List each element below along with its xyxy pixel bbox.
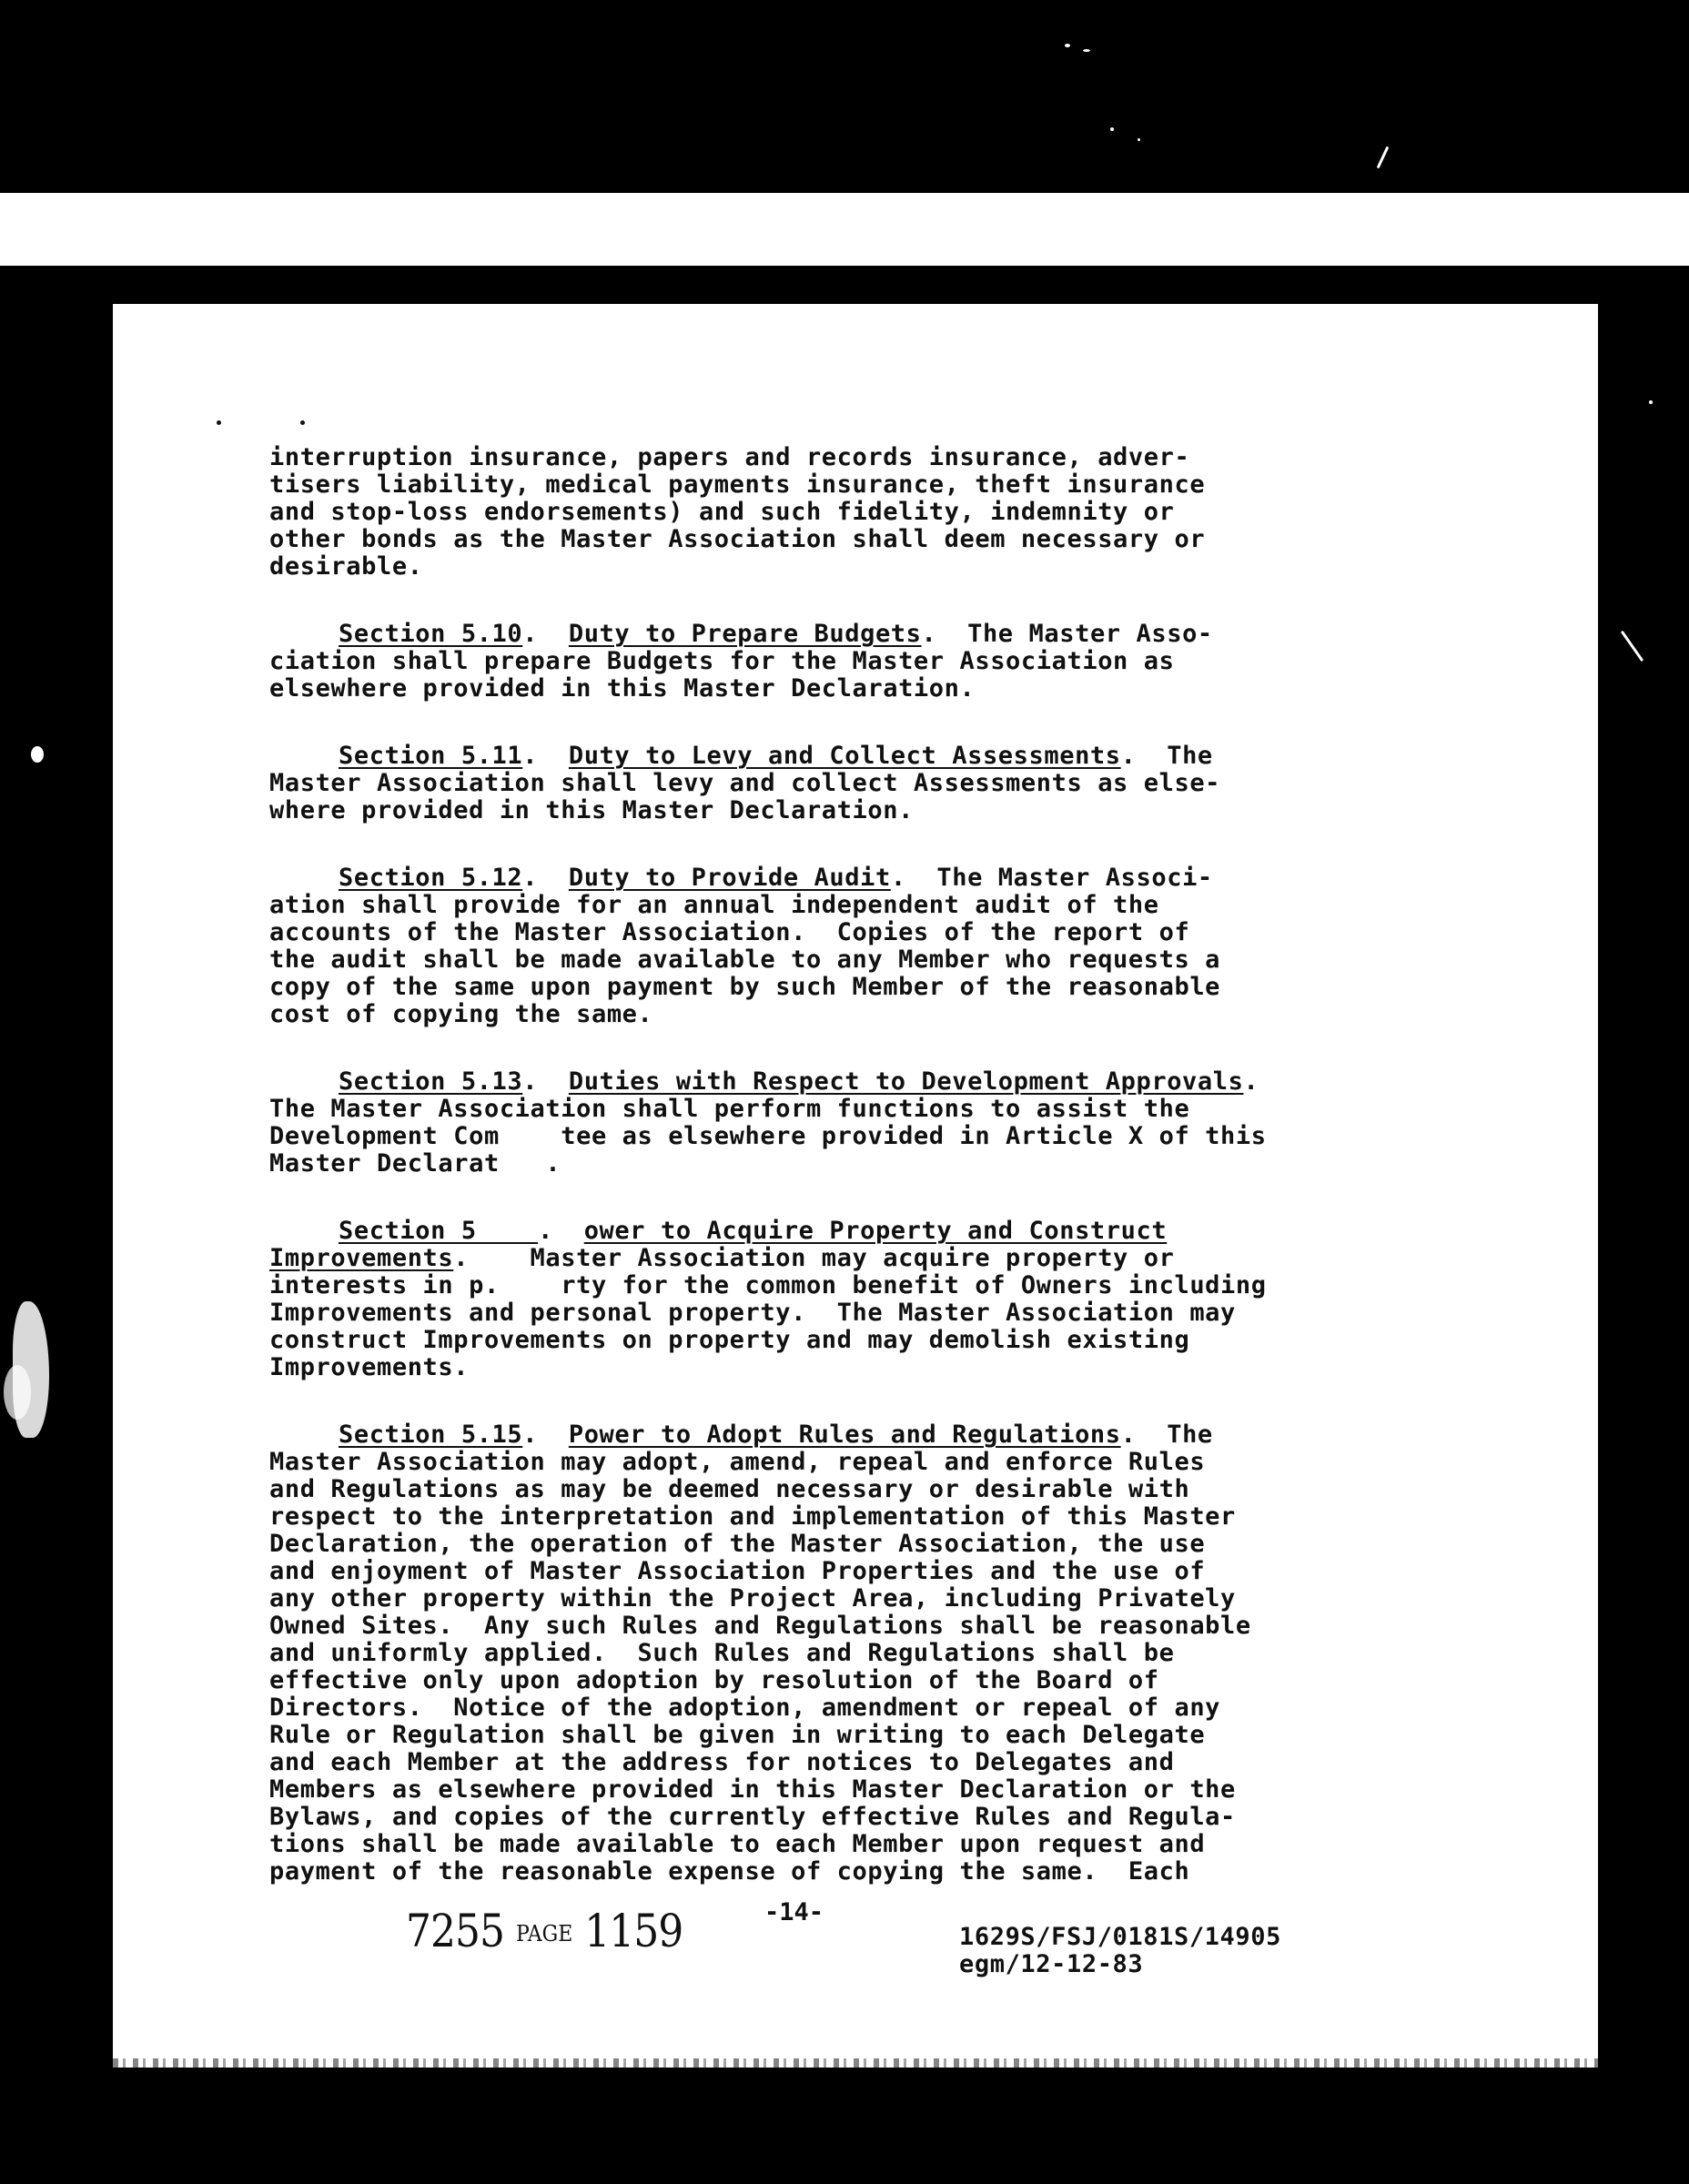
section-title: ower to Acquire Property and Construct [583, 1217, 1168, 1245]
section-paragraph [269, 1218, 1425, 1381]
reference-line: 1629S/FSJ/0181S/14905 [959, 1923, 1281, 1951]
section-lead-text: The [1136, 1421, 1213, 1449]
section-title-period: . [1120, 742, 1137, 770]
page-number: -14- [764, 1898, 824, 1926]
section-paragraph [269, 621, 1425, 703]
section-title: Duty to Provide Audit [568, 864, 891, 892]
text-line: The Master Association shall perform functions to assist the [269, 1095, 1190, 1123]
page-label: PAGE [515, 1921, 573, 1947]
scan-speck [1083, 49, 1090, 52]
text-line: desirable. [269, 552, 423, 581]
text-line: interruption insurance, papers and records insurance, adver- [269, 443, 1190, 471]
document-reference [959, 1924, 1281, 1978]
section-number: Section 5.11 [339, 742, 523, 770]
section-heading-line [269, 1218, 1425, 1245]
text-line: tions shall be made available to each Member upon request and [269, 1830, 1206, 1858]
text-line: and Regulations as may be deemed necessary or desirable with [269, 1475, 1190, 1503]
scan-speck [1649, 400, 1653, 404]
text-line: and stop-loss endorsements) and such fidelity, indemnity or [269, 498, 1175, 526]
text-line: Master Association shall levy and collect Assessments as else- [269, 769, 1221, 797]
stray-mark [300, 420, 305, 425]
scan-speck [1065, 44, 1070, 47]
section-title: Duties with Respect to Development Approvals [568, 1067, 1244, 1096]
text-line: interests in p. rty for the common benefit of Owners including [269, 1271, 1267, 1299]
text-line: Directors. Notice of the adoption, amendment or repeal of any [269, 1694, 1221, 1722]
section-title: Duty to Levy and Collect Assessments [568, 742, 1121, 770]
section-number: Section 5.10 [339, 620, 523, 648]
book-number: 7255 [406, 1906, 504, 1958]
section-number: Section 5 [339, 1217, 539, 1245]
stray-mark [217, 420, 221, 425]
text-line: tisers liability, medical payments insurance, theft insurance [269, 470, 1206, 499]
section-lead-text: The Master Asso- [936, 620, 1213, 648]
text-line: and each Member at the address for notices to Delegates and [269, 1748, 1175, 1776]
section-paragraph [269, 1068, 1425, 1178]
document-body [269, 444, 1425, 1926]
scan-top-rule [0, 266, 1689, 282]
text-line: respect to the interpretation and implementation of this Master [269, 1502, 1236, 1531]
section-separator: . [522, 620, 569, 648]
section-heading-line [269, 1245, 1425, 1272]
continuation-paragraph [269, 444, 1425, 581]
section-lead-text: The [1136, 742, 1213, 770]
section-title-period: . [921, 620, 937, 648]
section-heading-line [269, 1421, 1425, 1449]
section-separator: . [522, 1421, 569, 1449]
page-bottom-edge-noise [113, 2058, 1598, 2068]
text-line: elsewhere provided in this Master Declaration. [269, 674, 976, 703]
section-title-period: . [1243, 1067, 1259, 1096]
text-line: Members as elsewhere provided in this Master Declaration or the [269, 1775, 1236, 1804]
text-line: Bylaws, and copies of the currently effective Rules and Regula- [269, 1803, 1236, 1831]
text-line: where provided in this Master Declaration. [269, 796, 914, 824]
section-heading-line [269, 864, 1425, 892]
text-line: Improvements and personal property. The Master Association may [269, 1299, 1236, 1327]
text-line: the audit shall be made available to any Member who requests a [269, 945, 1221, 974]
scan-speck [1138, 138, 1140, 141]
section-title: Duty to Prepare Budgets [568, 620, 922, 648]
section-paragraph [269, 1421, 1425, 1886]
text-line: cost of copying the same. [269, 1000, 653, 1028]
scan-speck [1621, 631, 1643, 662]
text-line: ciation shall prepare Budgets for the Master Association as [269, 647, 1175, 675]
section-title-period: . [890, 864, 906, 892]
text-line: other bonds as the Master Association shall deem necessary or [269, 525, 1206, 553]
text-line: payment of the reasonable expense of copying the same. Each [269, 1857, 1190, 1886]
text-line: Improvements. [269, 1353, 470, 1381]
text-line: and uniformly applied. Such Rules and Regulations shall be [269, 1639, 1175, 1667]
text-line: Declaration, the operation of the Master Association, the use [269, 1530, 1206, 1558]
scan-speck [1110, 127, 1114, 131]
section-lead-text: . Master Association may acquire property or [453, 1244, 1175, 1272]
section-heading-line [269, 743, 1425, 770]
text-line: any other property within the Project Area, including Privately [269, 1584, 1236, 1613]
text-line: and enjoyment of Master Association Properties and the use of [269, 1557, 1206, 1585]
text-line: Rule or Regulation shall be given in writing to each Delegate [269, 1721, 1206, 1749]
section-title-continued: Improvements [269, 1244, 454, 1272]
scan-speck [1261, 238, 1272, 243]
text-line: Master Association may adopt, amend, repeal and enforce Rules [269, 1448, 1206, 1476]
section-heading-line [269, 1068, 1425, 1096]
section-title: Power to Adopt Rules and Regulations [568, 1421, 1121, 1449]
section-separator: . [522, 742, 569, 770]
book-page-number: 1159 [584, 1906, 683, 1958]
text-line: effective only upon adoption by resolution of the Board of [269, 1666, 1159, 1694]
section-separator: . [538, 1217, 584, 1245]
text-line: Development Com tee as elsewhere provided in Article X of this [269, 1122, 1267, 1150]
text-line: ation shall provide for an annual independent audit of the [269, 891, 1159, 919]
section-separator: . [522, 864, 569, 892]
section-number: Section 5.15 [339, 1421, 523, 1449]
section-paragraph [269, 864, 1425, 1028]
book-page-stamp [406, 1906, 683, 1957]
reference-line: egm/12-12-83 [959, 1950, 1144, 1978]
section-title-period: . [1120, 1421, 1137, 1449]
margin-scan-artifact [4, 1365, 31, 1420]
section-paragraph [269, 743, 1425, 824]
section-number: Section 5.13 [339, 1067, 523, 1096]
text-line: construct Improvements on property and may demolish existing [269, 1326, 1190, 1354]
section-heading-line [269, 621, 1425, 648]
section-separator: . [522, 1067, 569, 1096]
section-lead-text: The Master Associ- [905, 864, 1213, 892]
text-line: Master Declarat . [269, 1149, 561, 1178]
text-line: copy of the same upon payment by such Member of the reasonable [269, 973, 1221, 1001]
section-number: Section 5.12 [339, 864, 523, 892]
scan-speck [31, 746, 44, 763]
text-line: Owned Sites. Any such Rules and Regulations shall be reasonable [269, 1612, 1251, 1640]
text-line: accounts of the Master Association. Copies of the report of [269, 918, 1190, 946]
